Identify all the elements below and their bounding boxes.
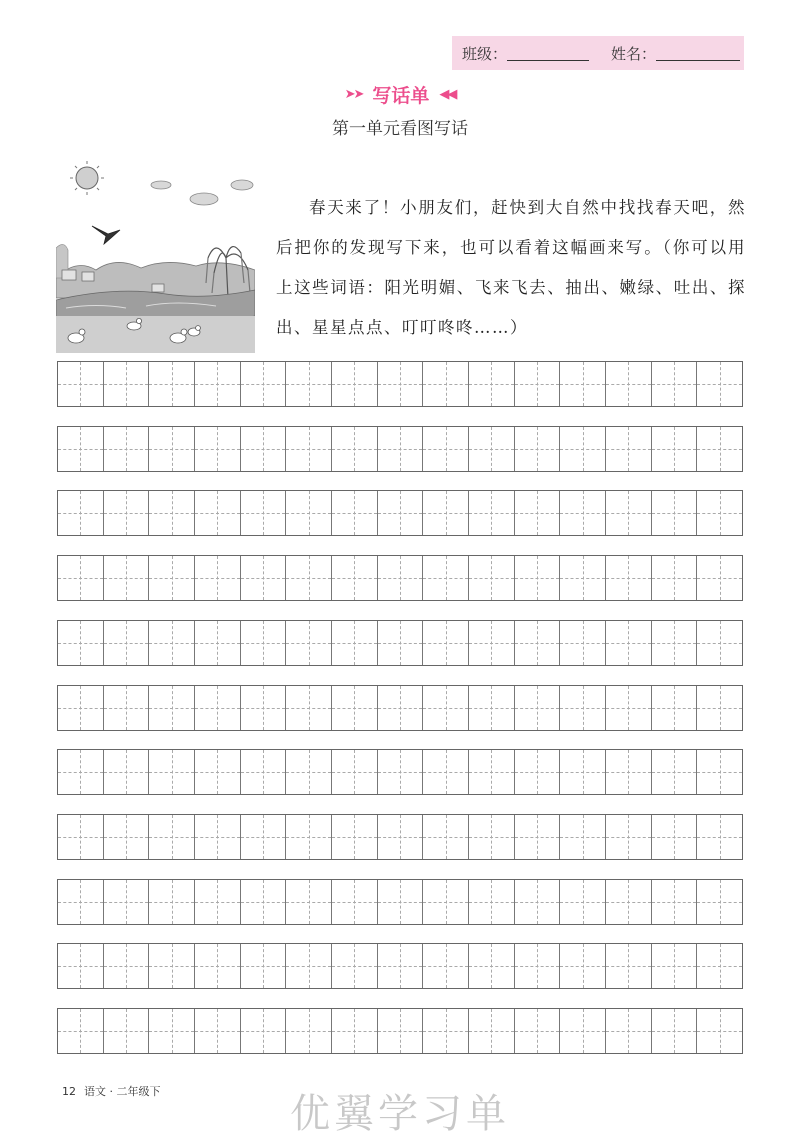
- tian-grid-cell[interactable]: [195, 427, 241, 471]
- tian-grid-cell[interactable]: [58, 621, 104, 665]
- tian-grid-cell[interactable]: [697, 750, 742, 794]
- tian-grid-cell[interactable]: [58, 750, 104, 794]
- tian-grid-cell[interactable]: [469, 944, 515, 988]
- tian-grid-cell[interactable]: [149, 427, 195, 471]
- tian-grid-cell[interactable]: [606, 1009, 652, 1053]
- tian-grid-cell[interactable]: [286, 491, 332, 535]
- tian-grid-cell[interactable]: [58, 491, 104, 535]
- tian-grid-cell[interactable]: [423, 1009, 469, 1053]
- tian-grid-cell[interactable]: [652, 944, 698, 988]
- tian-grid-cell[interactable]: [149, 750, 195, 794]
- writing-prompt: 春天来了！小朋友们，赶快到大自然中找找春天吧，然后把你的发现写下来，也可以看着这幅画来写。（你可以用上这些词语：阳光明媚、飞来飞去、抽出、嫩绿、吐出、探出、星星点点、叮叮咚咚……）: [276, 198, 746, 337]
- tian-grid-cell[interactable]: [149, 491, 195, 535]
- tian-grid-cell[interactable]: [697, 362, 742, 406]
- tian-grid-cell[interactable]: [104, 815, 150, 859]
- tian-grid-cell[interactable]: [104, 880, 150, 924]
- tian-grid-cell[interactable]: [286, 1009, 332, 1053]
- tian-grid-cell[interactable]: [469, 362, 515, 406]
- tian-grid-cell[interactable]: [58, 880, 104, 924]
- tian-grid-cell[interactable]: [332, 880, 378, 924]
- tian-grid-cell[interactable]: [332, 491, 378, 535]
- tian-grid-cell[interactable]: [652, 556, 698, 600]
- tian-grid-cell[interactable]: [332, 362, 378, 406]
- tian-grid-cell[interactable]: [104, 427, 150, 471]
- class-blank[interactable]: [507, 46, 589, 61]
- tian-grid-cell[interactable]: [195, 815, 241, 859]
- writing-row[interactable]: [57, 685, 743, 731]
- right-arrows-icon: ◀◀: [439, 86, 456, 102]
- tian-grid-cell[interactable]: [195, 944, 241, 988]
- tian-grid-cell[interactable]: [652, 1009, 698, 1053]
- tian-grid-cell[interactable]: [195, 1009, 241, 1053]
- tian-grid-cell[interactable]: [104, 621, 150, 665]
- tian-grid-cell[interactable]: [652, 880, 698, 924]
- tian-grid-cell[interactable]: [378, 362, 424, 406]
- writing-row[interactable]: [57, 490, 743, 536]
- tian-grid-cell[interactable]: [286, 427, 332, 471]
- tian-grid-cell[interactable]: [241, 1009, 287, 1053]
- writing-row[interactable]: [57, 814, 743, 860]
- tian-grid-cell[interactable]: [515, 686, 561, 730]
- tian-grid-cell[interactable]: [652, 491, 698, 535]
- tian-grid-cell[interactable]: [104, 1009, 150, 1053]
- tian-grid-cell[interactable]: [286, 880, 332, 924]
- tian-grid-cell[interactable]: [332, 1009, 378, 1053]
- tian-grid-cell[interactable]: [560, 944, 606, 988]
- tian-grid-cell[interactable]: [469, 491, 515, 535]
- tian-grid-cell[interactable]: [515, 362, 561, 406]
- tian-grid-cell[interactable]: [286, 621, 332, 665]
- tian-grid-cell[interactable]: [469, 880, 515, 924]
- tian-grid-cell[interactable]: [515, 621, 561, 665]
- tian-grid-cell[interactable]: [58, 686, 104, 730]
- tian-grid-cell[interactable]: [286, 944, 332, 988]
- tian-grid-cell[interactable]: [241, 944, 287, 988]
- tian-grid-cell[interactable]: [652, 362, 698, 406]
- tian-grid-cell[interactable]: [149, 1009, 195, 1053]
- tian-grid-cell[interactable]: [332, 815, 378, 859]
- tian-grid-cell[interactable]: [560, 750, 606, 794]
- tian-grid-cell[interactable]: [423, 815, 469, 859]
- writing-row[interactable]: [57, 749, 743, 795]
- class-label: 班级：: [462, 44, 508, 63]
- tian-grid-cell[interactable]: [469, 750, 515, 794]
- tian-grid-cell[interactable]: [423, 491, 469, 535]
- tian-grid-cell[interactable]: [697, 427, 742, 471]
- tian-grid-cell[interactable]: [606, 686, 652, 730]
- tian-grid-cell[interactable]: [149, 621, 195, 665]
- tian-grid-cell[interactable]: [606, 944, 652, 988]
- tian-grid-cell[interactable]: [606, 750, 652, 794]
- page-number: 12: [62, 1085, 76, 1098]
- tian-grid-cell[interactable]: [149, 362, 195, 406]
- tian-grid-cell[interactable]: [241, 427, 287, 471]
- tian-grid-cell[interactable]: [469, 815, 515, 859]
- tian-grid-cell[interactable]: [286, 556, 332, 600]
- tian-grid-cell[interactable]: [149, 815, 195, 859]
- tian-grid-cell[interactable]: [104, 944, 150, 988]
- tian-grid-cell[interactable]: [332, 944, 378, 988]
- tian-grid-cell[interactable]: [560, 427, 606, 471]
- watermark: 优翼学习单: [290, 1091, 510, 1137]
- writing-row[interactable]: [57, 1008, 743, 1054]
- tian-grid-cell[interactable]: [423, 556, 469, 600]
- tian-grid-cell[interactable]: [423, 880, 469, 924]
- tian-grid-cell[interactable]: [104, 686, 150, 730]
- tian-grid-cell[interactable]: [378, 556, 424, 600]
- tian-grid-cell[interactable]: [515, 556, 561, 600]
- tian-grid-cell[interactable]: [378, 750, 424, 794]
- class-name-bar: [452, 36, 744, 70]
- main-title: 写话单: [372, 84, 430, 107]
- tian-grid-cell[interactable]: [104, 362, 150, 406]
- tian-grid-cell[interactable]: [241, 621, 287, 665]
- tian-grid-cell[interactable]: [652, 427, 698, 471]
- tian-grid-cell[interactable]: [332, 621, 378, 665]
- name-blank[interactable]: [656, 46, 740, 61]
- tian-grid-cell[interactable]: [697, 880, 742, 924]
- tian-grid-cell[interactable]: [697, 556, 742, 600]
- unit-subtitle: 第一单元看图写话: [332, 119, 468, 139]
- name-label: 姓名：: [611, 44, 657, 63]
- tian-grid-cell[interactable]: [241, 815, 287, 859]
- tian-grid-cell[interactable]: [195, 621, 241, 665]
- tian-grid-cell[interactable]: [606, 880, 652, 924]
- tian-grid-cell[interactable]: [606, 815, 652, 859]
- writing-row[interactable]: [57, 879, 743, 925]
- tian-grid-cell[interactable]: [606, 491, 652, 535]
- tian-grid-cell[interactable]: [423, 362, 469, 406]
- tian-grid-cell[interactable]: [241, 686, 287, 730]
- tian-grid-cell[interactable]: [241, 750, 287, 794]
- tian-grid-cell[interactable]: [560, 362, 606, 406]
- tian-grid-cell[interactable]: [560, 556, 606, 600]
- writing-row[interactable]: [57, 620, 743, 666]
- tian-grid-cell[interactable]: [104, 556, 150, 600]
- tian-grid-cell[interactable]: [104, 491, 150, 535]
- tian-grid-cell[interactable]: [58, 1009, 104, 1053]
- tian-grid-cell[interactable]: [241, 556, 287, 600]
- tian-grid-cell[interactable]: [378, 880, 424, 924]
- tian-grid-cell[interactable]: [560, 815, 606, 859]
- left-arrows-icon: ➤➤: [344, 86, 363, 102]
- tian-grid-cell[interactable]: [195, 686, 241, 730]
- tian-grid-cell[interactable]: [378, 815, 424, 859]
- tian-grid-cell[interactable]: [652, 621, 698, 665]
- tian-grid-cell[interactable]: [149, 944, 195, 988]
- spring-scene-illustration: [56, 158, 255, 353]
- tian-grid-cell[interactable]: [241, 362, 287, 406]
- tian-grid-cell[interactable]: [149, 686, 195, 730]
- tian-grid-cell[interactable]: [332, 750, 378, 794]
- tian-grid-cell[interactable]: [332, 686, 378, 730]
- book-name: 语文 · 二年级下: [84, 1085, 161, 1098]
- tian-grid-cell[interactable]: [378, 686, 424, 730]
- tian-grid-cell[interactable]: [378, 427, 424, 471]
- tian-grid-cell[interactable]: [515, 815, 561, 859]
- tian-grid-cell[interactable]: [560, 1009, 606, 1053]
- tian-grid-cell[interactable]: [58, 427, 104, 471]
- tian-grid-cell[interactable]: [469, 427, 515, 471]
- tian-grid-cell[interactable]: [606, 427, 652, 471]
- tian-grid-cell[interactable]: [515, 880, 561, 924]
- tian-grid-cell[interactable]: [606, 556, 652, 600]
- tian-grid-cell[interactable]: [286, 686, 332, 730]
- writing-row[interactable]: [57, 555, 743, 601]
- tian-grid-cell[interactable]: [195, 750, 241, 794]
- tian-grid-cell[interactable]: [104, 750, 150, 794]
- tian-grid-cell[interactable]: [560, 491, 606, 535]
- tian-grid-cell[interactable]: [58, 815, 104, 859]
- tian-grid-cell[interactable]: [149, 556, 195, 600]
- tian-grid-cell[interactable]: [606, 621, 652, 665]
- tian-grid-cell[interactable]: [515, 491, 561, 535]
- tian-grid-cell[interactable]: [195, 880, 241, 924]
- tian-grid-cell[interactable]: [469, 556, 515, 600]
- tian-grid-cell[interactable]: [652, 686, 698, 730]
- tian-grid-cell[interactable]: [423, 621, 469, 665]
- tian-grid-cell[interactable]: [515, 1009, 561, 1053]
- tian-grid-cell[interactable]: [332, 427, 378, 471]
- tian-grid-cell[interactable]: [469, 1009, 515, 1053]
- tian-grid-cell[interactable]: [195, 491, 241, 535]
- tian-grid-cell[interactable]: [241, 491, 287, 535]
- tian-grid-cell[interactable]: [286, 362, 332, 406]
- tian-grid-cell[interactable]: [195, 362, 241, 406]
- tian-grid-cell[interactable]: [560, 621, 606, 665]
- tian-grid-cell[interactable]: [58, 556, 104, 600]
- tian-grid-cell[interactable]: [58, 944, 104, 988]
- tian-grid-cell[interactable]: [515, 750, 561, 794]
- tian-grid-cell[interactable]: [697, 815, 742, 859]
- tian-grid-cell[interactable]: [149, 880, 195, 924]
- tian-grid-cell[interactable]: [241, 880, 287, 924]
- writing-row[interactable]: [57, 943, 743, 989]
- tian-grid-cell[interactable]: [697, 491, 742, 535]
- writing-row[interactable]: [57, 426, 743, 472]
- tian-grid-cell[interactable]: [378, 621, 424, 665]
- tian-grid-cell[interactable]: [697, 686, 742, 730]
- tian-grid-cell[interactable]: [469, 621, 515, 665]
- tian-grid-cell[interactable]: [423, 944, 469, 988]
- tian-grid-cell[interactable]: [378, 1009, 424, 1053]
- tian-grid-cell[interactable]: [560, 686, 606, 730]
- tian-grid-cell[interactable]: [286, 750, 332, 794]
- writing-row[interactable]: [57, 361, 743, 407]
- tian-grid-cell[interactable]: [652, 750, 698, 794]
- tian-grid-cell[interactable]: [469, 686, 515, 730]
- tian-grid-cell[interactable]: [515, 944, 561, 988]
- tian-grid-cell[interactable]: [286, 815, 332, 859]
- tian-grid-cell[interactable]: [332, 556, 378, 600]
- tian-grid-cell[interactable]: [560, 880, 606, 924]
- tian-grid-cell[interactable]: [697, 944, 742, 988]
- tian-grid-cell[interactable]: [423, 686, 469, 730]
- tian-grid-cell[interactable]: [606, 362, 652, 406]
- tian-grid-cell[interactable]: [697, 621, 742, 665]
- tian-grid-cell[interactable]: [423, 427, 469, 471]
- tian-grid-cell[interactable]: [58, 362, 104, 406]
- tian-grid-cell[interactable]: [378, 491, 424, 535]
- tian-grid-cell[interactable]: [423, 750, 469, 794]
- tian-grid-cell[interactable]: [652, 815, 698, 859]
- tian-grid-cell[interactable]: [195, 556, 241, 600]
- worksheet-title: [0, 80, 800, 108]
- tian-grid-cell[interactable]: [515, 427, 561, 471]
- tian-grid-cell[interactable]: [378, 944, 424, 988]
- tian-grid-cell[interactable]: [697, 1009, 742, 1053]
